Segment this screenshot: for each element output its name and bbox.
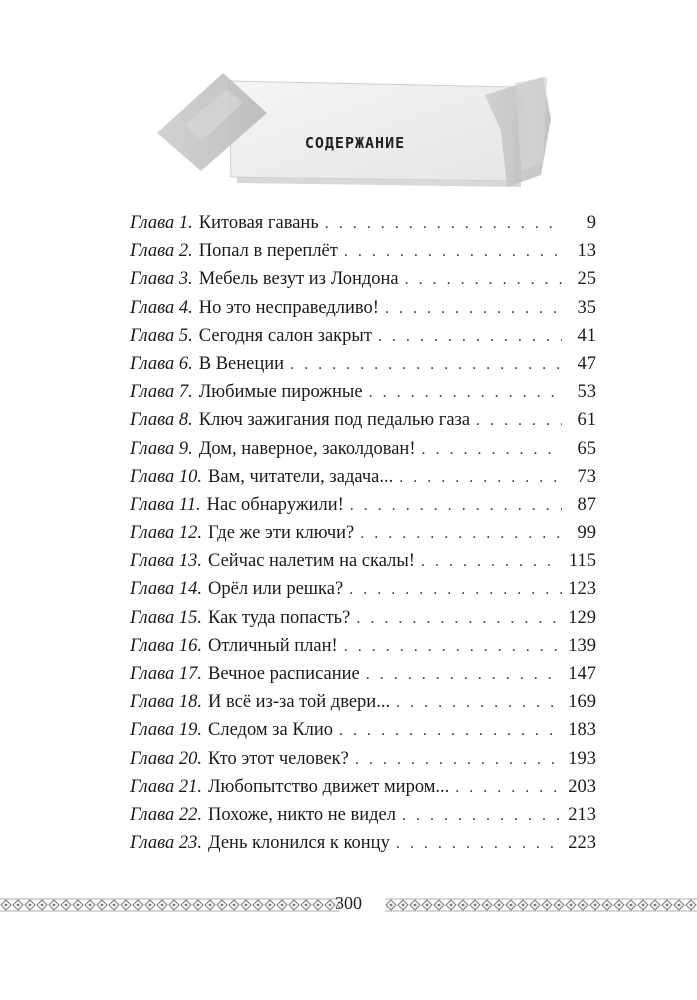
chapter-label: Глава 17. xyxy=(130,664,202,684)
footer-ornament-right xyxy=(385,898,697,912)
dot-leader xyxy=(385,295,562,323)
table-of-contents xyxy=(130,209,596,857)
chapter-page-number: 87 xyxy=(577,494,596,515)
dot-leader xyxy=(378,323,562,351)
chapter-page-number: 169 xyxy=(568,692,596,713)
chapter-title: Где же эти ключи? xyxy=(208,523,355,544)
chapter-title: Орёл или решка? xyxy=(208,579,344,600)
toc-row xyxy=(130,745,596,773)
dot-leader xyxy=(360,520,562,548)
toc-row xyxy=(130,632,596,660)
toc-row xyxy=(130,660,596,688)
chapter-page-number: 41 xyxy=(577,325,596,346)
toc-row xyxy=(130,716,596,744)
heading-banner xyxy=(155,55,555,195)
dot-leader xyxy=(325,210,562,238)
chapter-page-number: 123 xyxy=(568,579,596,600)
chapter-label: Глава 10. xyxy=(130,466,202,487)
dot-leader xyxy=(421,548,562,576)
dot-leader xyxy=(349,576,562,604)
chapter-page-number: 147 xyxy=(568,664,596,684)
chapter-label: Глава 15. xyxy=(130,607,202,628)
chapter-page-number: 223 xyxy=(568,833,596,854)
chapter-page-number: 13 xyxy=(577,241,596,262)
chapter-title: Следом за Клио xyxy=(208,720,334,741)
toc-row xyxy=(130,575,596,603)
chapter-title: Ключ зажигания под педалью газа xyxy=(198,410,471,431)
chapter-title: Как туда попасть? xyxy=(208,607,351,628)
dot-leader xyxy=(344,633,562,661)
chapter-label: Глава 7. xyxy=(130,382,193,403)
chapter-label: Глава 19. xyxy=(130,720,202,741)
chapter-page-number: 183 xyxy=(568,720,596,741)
chapter-label: Глава 6. xyxy=(130,353,193,374)
toc-row xyxy=(130,801,596,829)
chapter-page-number: 61 xyxy=(577,410,596,431)
toc-row xyxy=(130,265,596,293)
toc-row xyxy=(130,406,596,434)
toc-row xyxy=(130,463,596,491)
dot-leader xyxy=(366,661,562,689)
toc-row xyxy=(130,237,596,265)
chapter-title: Дом, наверное, заколдован! xyxy=(198,438,416,459)
chapter-page-number: 99 xyxy=(577,523,596,544)
chapter-title: Но это несправедливо! xyxy=(198,297,379,318)
chapter-page-number: 25 xyxy=(577,269,596,290)
chapter-title: Отличный план! xyxy=(208,635,338,656)
dot-leader xyxy=(369,379,562,407)
chapter-label: Глава 23. xyxy=(130,833,202,854)
toc-row xyxy=(130,435,596,463)
dot-leader xyxy=(344,238,562,266)
chapter-page-number: 193 xyxy=(568,748,596,769)
chapter-label: Глава 20. xyxy=(130,748,202,769)
dot-leader xyxy=(290,351,562,379)
chapter-label: Глава 16. xyxy=(130,635,202,656)
chapter-page-number: 35 xyxy=(577,297,596,318)
chapter-label: Глава 18. xyxy=(130,692,202,713)
toc-row xyxy=(130,688,596,716)
toc-row xyxy=(130,547,596,575)
chapter-title: Вам, читатели, задача... xyxy=(208,466,394,487)
dot-leader xyxy=(399,464,562,492)
chapter-page-number: 47 xyxy=(577,353,596,374)
page-number: 300 xyxy=(335,893,362,913)
chapter-page-number: 139 xyxy=(568,635,596,656)
chapter-title: Кто этот человек? xyxy=(208,748,349,769)
chapter-page-number: 129 xyxy=(568,607,596,628)
chapter-label: Глава 11. xyxy=(130,494,201,515)
dot-leader xyxy=(356,605,562,633)
chapter-label: Глава 3. xyxy=(130,269,193,290)
dot-leader xyxy=(405,266,562,294)
chapter-label: Глава 21. xyxy=(130,776,202,797)
chapter-label: Глава 22. xyxy=(130,804,202,825)
toc-row xyxy=(130,209,596,237)
chapter-label: Глава 8. xyxy=(130,410,193,431)
chapter-label: Глава 9. xyxy=(130,438,193,459)
chapter-page-number: 73 xyxy=(577,466,596,487)
chapter-title: Китовая гавань xyxy=(198,213,319,233)
chapter-title: Мебель везут из Лондона xyxy=(198,269,399,290)
chapter-label: Глава 14. xyxy=(130,579,202,600)
dot-leader xyxy=(476,407,562,435)
chapter-title: Вечное расписание xyxy=(208,664,360,684)
chapter-title: День клонился к концу xyxy=(208,833,390,854)
chapter-page-number: 213 xyxy=(568,804,596,825)
dot-leader xyxy=(350,492,562,520)
page-title: СОДЕРЖАНИЕ xyxy=(304,134,406,152)
toc-row xyxy=(130,350,596,378)
chapter-label: Глава 1. xyxy=(130,213,193,233)
chapter-title: Нас обнаружили! xyxy=(206,494,344,515)
chapter-title: И всё из-за той двери... xyxy=(208,692,391,713)
chapter-title: Сейчас налетим на скалы! xyxy=(208,551,415,572)
chapter-title: Сегодня салон закрыт xyxy=(198,325,372,346)
chapter-label: Глава 12. xyxy=(130,523,202,544)
chapter-title: В Венеции xyxy=(198,353,285,374)
toc-row xyxy=(130,491,596,519)
dot-leader xyxy=(402,802,562,830)
toc-row xyxy=(130,773,596,801)
chapter-title: Похоже, никто не видел xyxy=(208,804,396,825)
toc-row xyxy=(130,604,596,632)
toc-row xyxy=(130,378,596,406)
dot-leader xyxy=(339,717,562,745)
dot-leader xyxy=(422,436,563,464)
chapter-page-number: 115 xyxy=(568,551,596,572)
chapter-label: Глава 2. xyxy=(130,241,193,262)
chapter-label: Глава 4. xyxy=(130,297,193,318)
toc-row xyxy=(130,294,596,322)
chapter-title: Любопытство движет миром... xyxy=(208,776,450,797)
toc-row xyxy=(130,519,596,547)
toc-row xyxy=(130,829,596,857)
chapter-label: Глава 13. xyxy=(130,551,202,572)
dot-leader xyxy=(396,830,562,858)
chapter-label: Глава 5. xyxy=(130,325,193,346)
chapter-title: Попал в переплёт xyxy=(198,241,338,262)
chapter-page-number: 53 xyxy=(577,382,596,403)
dot-leader xyxy=(355,746,562,774)
chapter-title: Любимые пирожные xyxy=(198,382,363,403)
dot-leader xyxy=(396,689,562,717)
dot-leader xyxy=(455,774,562,802)
chapter-page-number: 65 xyxy=(577,438,596,459)
toc-row xyxy=(130,322,596,350)
chapter-page-number: 9 xyxy=(586,213,596,233)
chapter-page-number: 203 xyxy=(568,776,596,797)
paper-banner-graphic xyxy=(155,55,555,195)
